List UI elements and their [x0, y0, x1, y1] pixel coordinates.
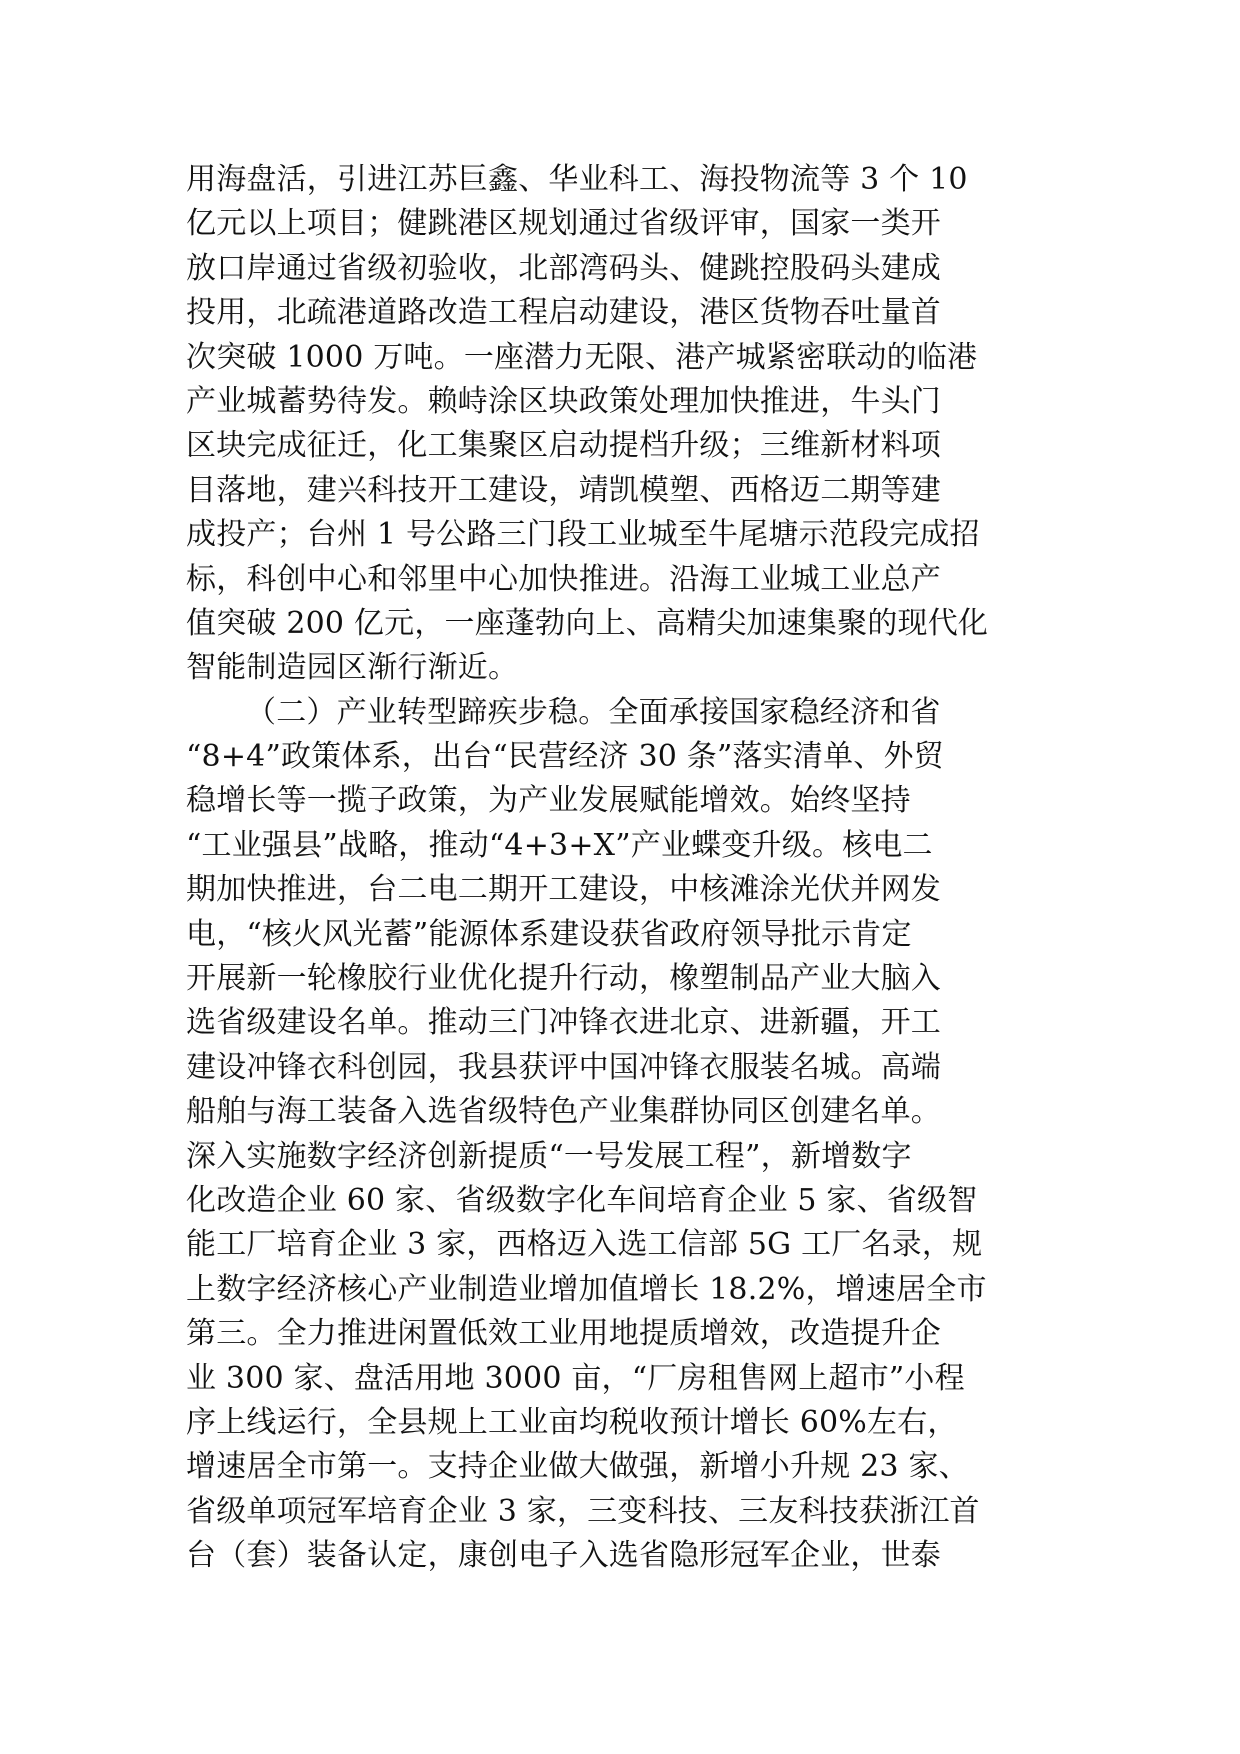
- text-line: 标，科创中心和邻里中心加快推进。沿海工业城工业总产: [186, 561, 941, 597]
- text-line: 深入实施数字经济创新提质“一号发展工程”，新增数字: [186, 1138, 912, 1174]
- text-line: 智能制造园区渐行渐近。: [186, 650, 519, 686]
- text-line: 放口岸通过省级初验收，北部湾码头、健跳控股码头建成: [186, 250, 941, 286]
- text-line: 业 300 家、盘活用地 3000 亩，“厂房租售网上超市”小程: [186, 1360, 965, 1396]
- text-line: 亿元以上项目；健跳港区规划通过省级评审，国家一类开: [186, 206, 941, 242]
- text-line: 建设冲锋衣科创园，我县获评中国冲锋衣服装名城。高端: [186, 1049, 941, 1085]
- body-text: [186, 158, 1056, 1579]
- text-line: “工业强县”战略，推动“4+3+X”产业蝶变升级。核电二: [186, 827, 933, 863]
- text-line: 投用，北疏港道路改造工程启动建设，港区货物吞吐量首: [186, 295, 941, 331]
- section-heading-line: （二）产业转型蹄疾步稳。全面承接国家稳经济和省: [246, 694, 941, 730]
- text-line: 区块完成征迁，化工集聚区启动提档升级；三维新材料项: [186, 428, 941, 464]
- text-line: 产业城蓄势待发。赖峙涂区块政策处理加快推进，牛头门: [186, 383, 941, 419]
- text-line: “8+4”政策体系，出台“民营经济 30 条”落实清单、外贸: [186, 739, 944, 775]
- text-line: 化改造企业 60 家、省级数字化车间培育企业 5 家、省级智: [186, 1182, 978, 1218]
- text-line: 用海盘活，引进江苏巨鑫、华业科工、海投物流等 3 个 10: [186, 162, 968, 197]
- text-line: 船舶与海工装备入选省级特色产业集群协同区创建名单。: [186, 1094, 941, 1130]
- text-line: 选省级建设名单。推动三门冲锋衣进北京、进新疆，开工: [186, 1005, 941, 1041]
- text-line: 台（套）装备认定，康创电子入选省隐形冠军企业，世泰: [186, 1538, 941, 1574]
- text-line: 值突破 200 亿元，一座蓬勃向上、高精尖加速集聚的现代化: [186, 605, 989, 641]
- text-line: 成投产；台州 1 号公路三门段工业城至牛尾塘示范段完成招: [186, 517, 980, 553]
- text-line: 序上线运行，全县规上工业亩均税收预计增长 60%左右，: [186, 1404, 958, 1440]
- text-line: 电，“核火风光蓄”能源体系建设获省政府领导批示肯定: [186, 916, 912, 952]
- text-line: 开展新一轮橡胶行业优化提升行动，橡塑制品产业大脑入: [186, 961, 941, 997]
- text-line: 上数字经济核心产业制造业增加值增长 18.2%，增速居全市: [186, 1271, 987, 1307]
- text-line: 期加快推进，台二电二期开工建设，中核滩涂光伏并网发: [186, 872, 941, 908]
- text-line: 目落地，建兴科技开工建设，靖凯模塑、西格迈二期等建: [186, 472, 941, 508]
- text-line: 第三。全力推进闲置低效工业用地提质增效，改造提升企: [186, 1316, 941, 1352]
- text-line: 省级单项冠军培育企业 3 家，三变科技、三友科技获浙江首: [186, 1493, 980, 1529]
- text-line: 增速居全市第一。支持企业做大做强，新增小升规 23 家、: [186, 1449, 969, 1485]
- text-line: 稳增长等一揽子政策，为产业发展赋能增效。始终坚持: [186, 783, 911, 819]
- text-line: 能工厂培育企业 3 家，西格迈入选工信部 5G 工厂名录，规: [186, 1227, 983, 1263]
- text-line: 次突破 1000 万吨。一座潜力无限、港产城紧密联动的临港: [186, 339, 978, 375]
